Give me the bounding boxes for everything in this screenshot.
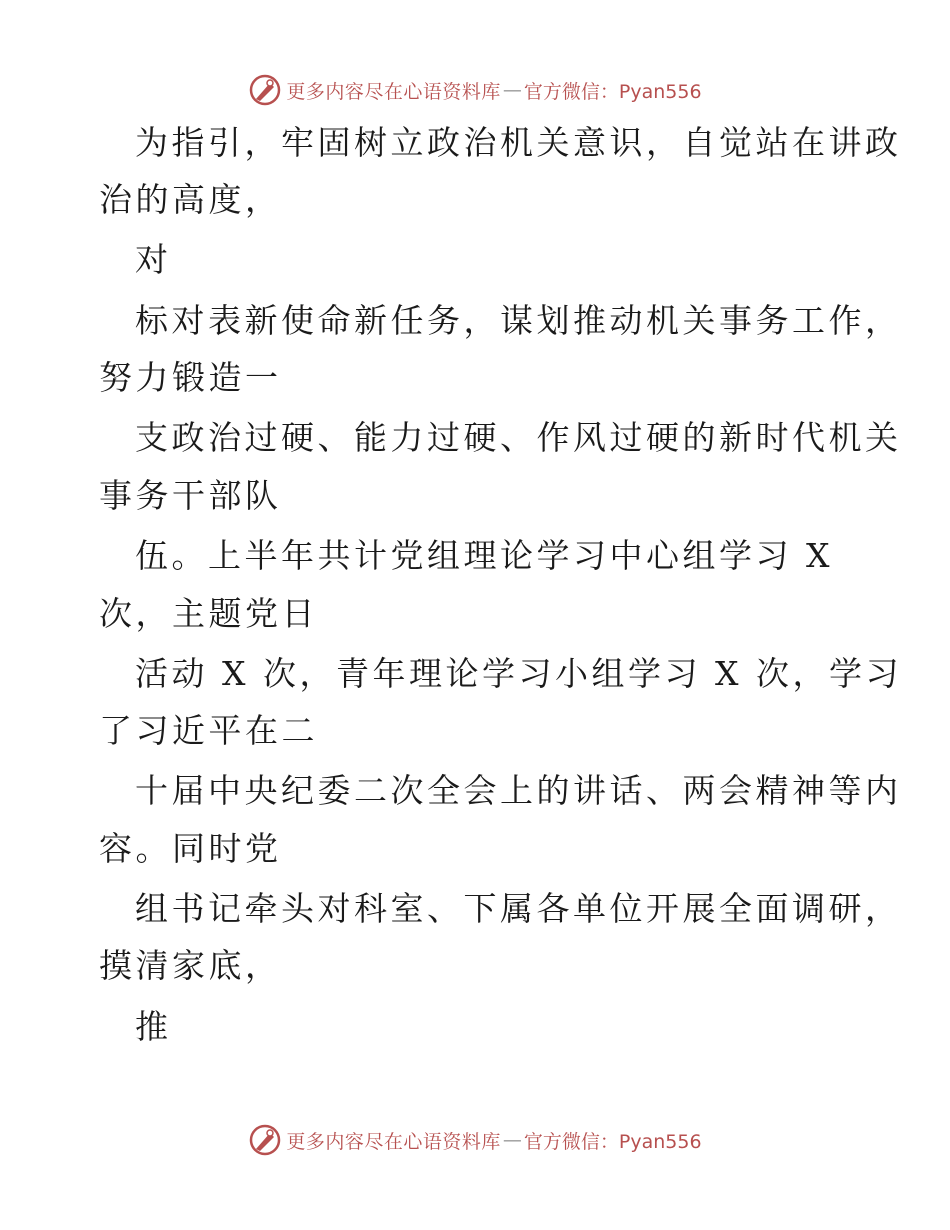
banner-slogan: 更多内容尽在心语资料库 [286, 1130, 501, 1153]
body-line: 组书记牵头对科室、下属各单位开展全面调研， [135, 889, 902, 928]
banner-slogan: 更多内容尽在心语资料库 [286, 80, 501, 103]
banner-separator: — [502, 79, 522, 101]
body-line: 支政治过硬、能力过硬、作风过硬的新时代机关 [135, 418, 902, 457]
body-line: 了习近平在二 [99, 711, 318, 750]
banner-wechat: 官方微信：Pyan556 [523, 1130, 702, 1153]
body-line: 推 [135, 1007, 172, 1046]
body-line: 次，主题党日 [99, 594, 318, 633]
pen-logo-icon [248, 1123, 282, 1157]
body-line: 努力锻造一 [99, 358, 282, 397]
body-line: 摸清家底， [99, 946, 282, 985]
body-line: 为指引，牢固树立政治机关意识，自觉站在讲政 [135, 123, 902, 162]
body-line: 标对表新使命新任务，谋划推动机关事务工作， [135, 301, 902, 340]
banner-separator: — [502, 1129, 522, 1151]
body-line: 对 [135, 240, 172, 279]
banner-wechat: 官方微信：Pyan556 [523, 80, 702, 103]
body-line: 容。同时党 [99, 829, 282, 868]
body-line: 十届中央纪委二次全会上的讲话、两会精神等内 [135, 771, 902, 810]
header-banner [0, 70, 950, 110]
footer-banner [0, 1120, 950, 1160]
body-line: 活动 X 次，青年理论学习小组学习 X 次，学习 [135, 654, 902, 693]
pen-logo-icon [248, 73, 282, 107]
body-line: 事务干部队 [99, 476, 282, 515]
body-line: 伍。上半年共计党组理论学习中心组学习 X [135, 536, 833, 575]
body-line: 治的高度， [99, 180, 282, 219]
